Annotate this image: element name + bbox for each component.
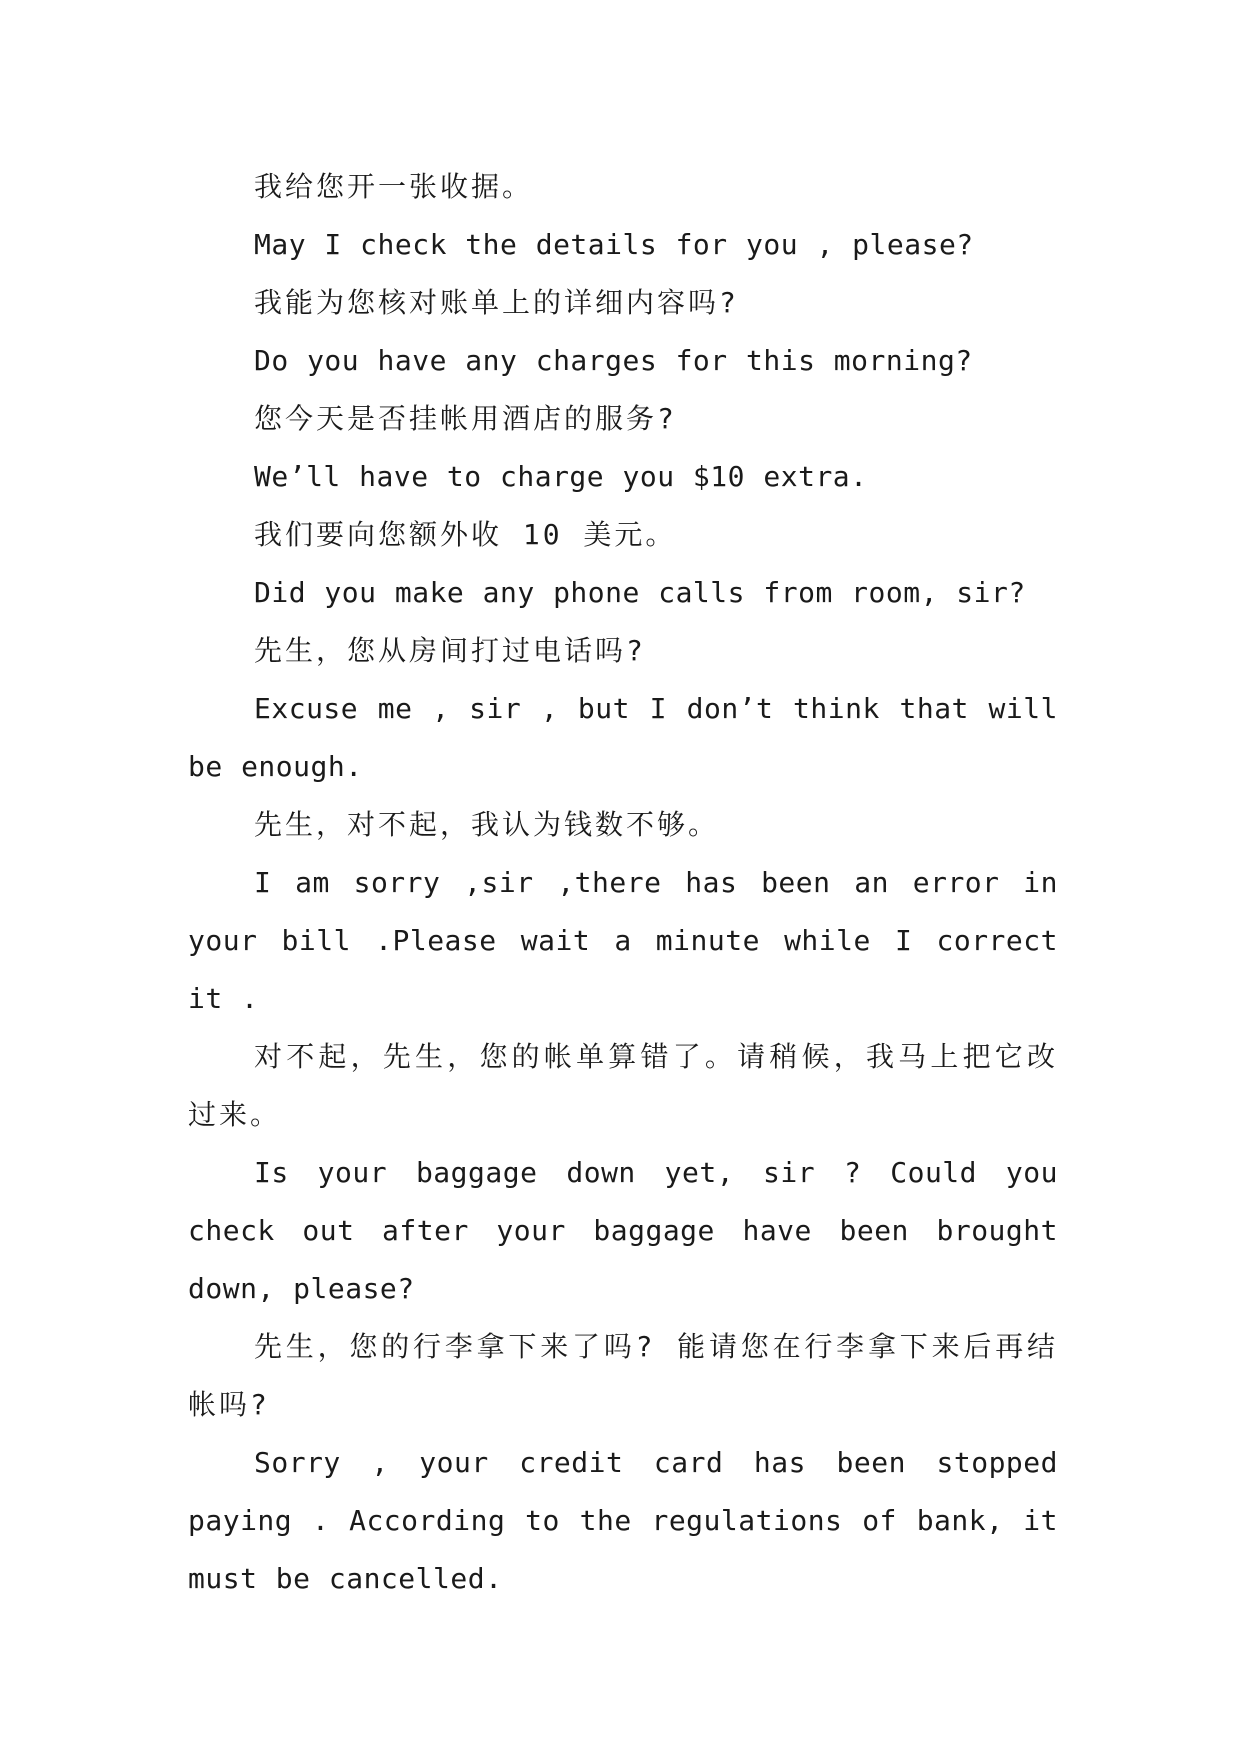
paragraph: Do you have any charges for this morning? (254, 344, 973, 377)
paragraph: Is your baggage down yet, sir ? Could you check out after your baggage have been brought down, please? (188, 1156, 1058, 1305)
document-body (188, 158, 1058, 1608)
paragraph: Excuse me , sir , but I don’t think that will be enough. (188, 692, 1058, 783)
paragraph: Did you make any phone calls from room, sir? (254, 576, 1026, 609)
paragraph: 我能为您核对账单上的详细内容吗? (254, 286, 739, 319)
paragraph: 先生，您的行李拿下来了吗? 能请您在行李拿下来后再结帐吗? (188, 1330, 1058, 1421)
paragraph: 我给您开一张收据。 (254, 170, 534, 203)
paragraph: May I check the details for you , please? (254, 228, 974, 261)
paragraph: 我们要向您额外收 10 美元。 (254, 518, 677, 551)
paragraph: 先生，您从房间打过电话吗? (254, 634, 646, 667)
paragraph: 您今天是否挂帐用酒店的服务? (254, 402, 677, 435)
paragraph: We’ll have to charge you $10 extra. (254, 460, 868, 493)
paragraph: Sorry , your credit card has been stopped paying . According to the regulations of bank, it must be cancelled. (188, 1446, 1058, 1595)
paragraph: 先生，对不起，我认为钱数不够。 (254, 808, 720, 841)
paragraph: I am sorry ,sir ,there has been an error in your bill .Please wait a minute while I correct it . (188, 866, 1058, 1015)
paragraph: 对不起，先生，您的帐单算错了。请稍候，我马上把它改过来。 (188, 1040, 1058, 1131)
